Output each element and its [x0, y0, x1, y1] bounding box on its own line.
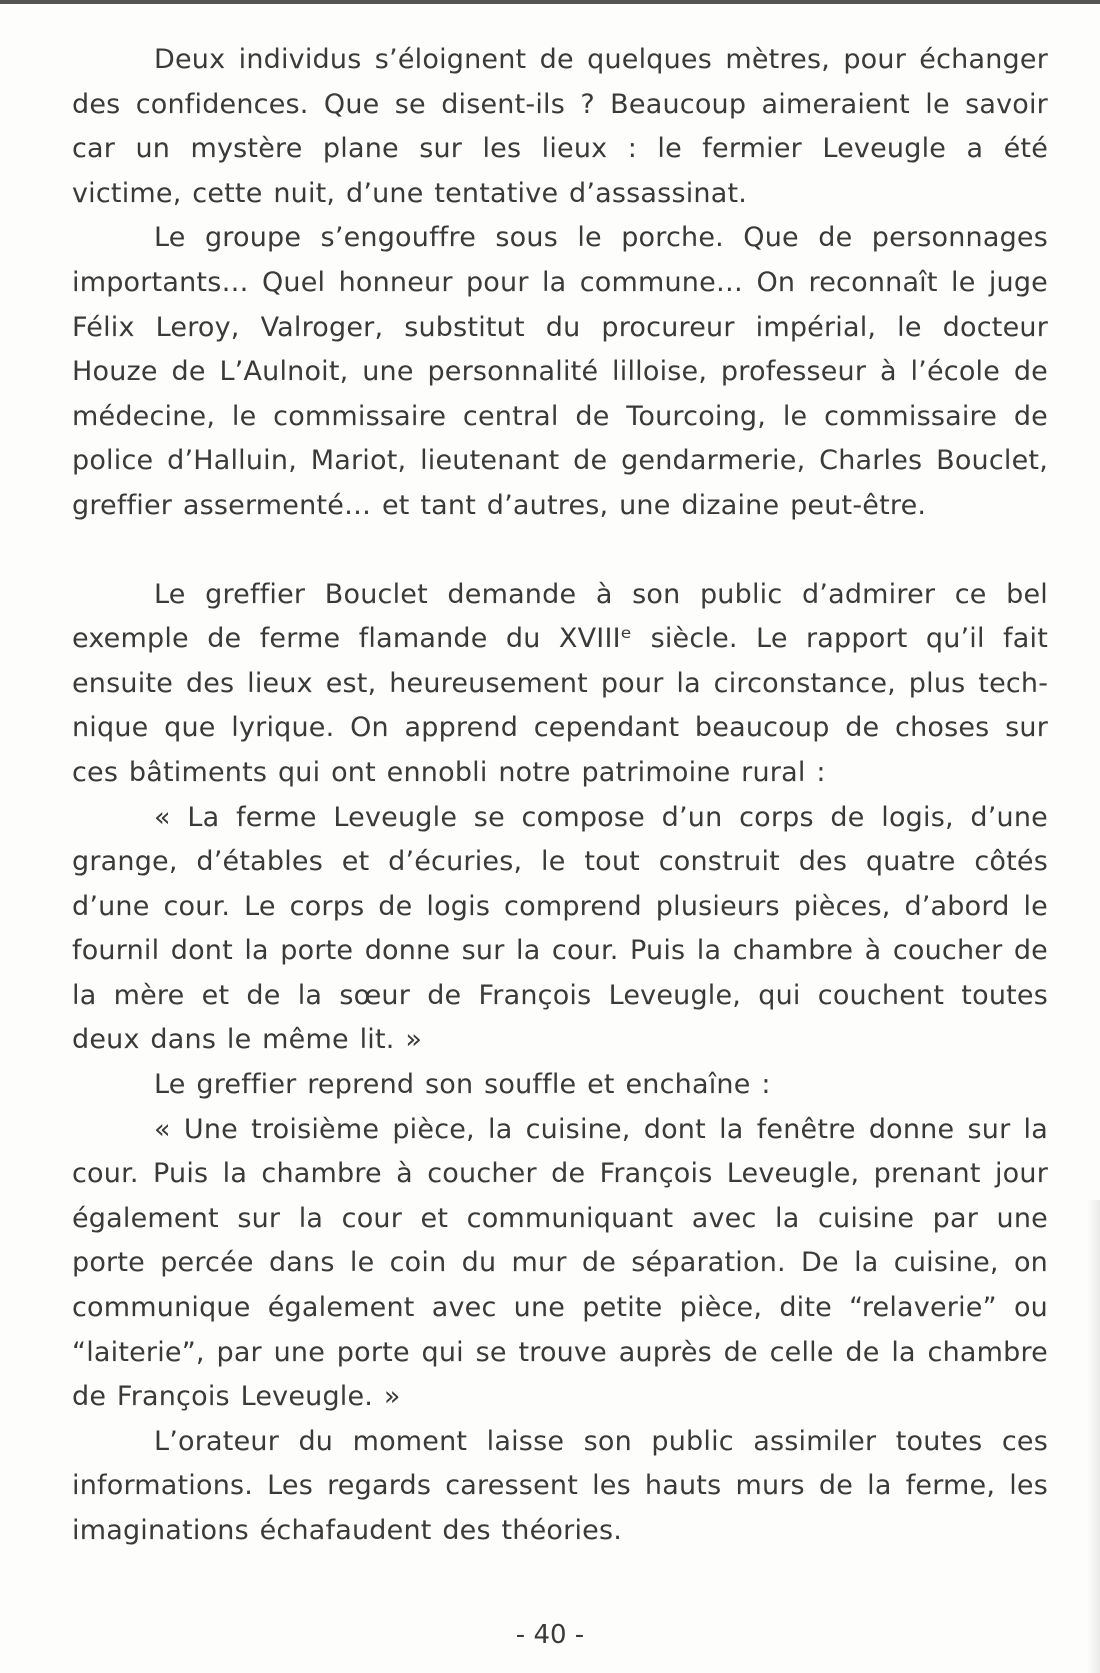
paragraph-porche: Le groupe s’engouffre sous le porche. Que de personnages importants… Quel honneur pour la commune… On reconnaît le juge Félix Leroy, Valroger, substitut du procureur impérial, le docteur Houze de L’Aulnoit, une personnalité lilloise, professeur à l’école de médecine, le commissaire central de Tourcoing, le commissaire de police d’Halluin, Mariot, lieutenant de gendarmerie, Charles Bouclet, greffier assermenté… et tant d’autres, une dizaine peut-être. — [72, 222, 1048, 521]
paragraph-quote-cuisine: « Une troisième pièce, la cuisine, dont la fenêtre donne sur la cour. Puis la chambre à coucher de François Leveugle, prenant jour également sur la cour et communiquant avec la cuisine par une porte percée dans le coin du mur de séparation. De la cuisine, on communique également avec une petite pièce, dite “relaverie” ou “laiterie”, par une porte qui se trouve auprès de celle de la chambre de François Leveugle. » — [72, 1113, 1048, 1413]
page-top-edge — [0, 0, 1100, 4]
paragraph-quote-ferme: « La ferme Leveugle se compose d’un corps de logis, d’une grange, d’étables et d’écuries, le tout construit des quatre côtés d’une cour. Le corps de logis comprend plusieurs pièces, d’abord le fournil dont la porte donne sur la cour. Puis la chambre à coucher de la mère et de la sœur de François Leveugle, qui couchent toutes deux dans le même lit. » — [72, 801, 1048, 1056]
paragraph-souffle: Le greffier reprend son souffle et enchaîne : — [154, 1069, 771, 1101]
page-number: - 40 - — [515, 1620, 585, 1650]
paragraph-greffier-rapport: Le greffier Bouclet demande à son public d’admirer ce bel exemple de ferme flamande du XVIIIᵉ siècle. Le rapport qu’il fait ensuite des lieux est, heureusement pour la circonstance, plus technique que lyrique. On apprend cependant beaucoup de choses sur ces bâtiments qui ont ennobli notre patrimoine rural : — [72, 578, 1048, 788]
section-break — [72, 529, 1048, 573]
paragraph-confidences: Deux individus s’éloignent de quelques mètres, pour échanger des confidences. Que se disent-ils ? Beaucoup aimeraient le savoir car un mystère plane sur les lieux : le fermier Leveugle a été victime, cette nuit, d’une tentative d’assassinat. — [72, 44, 1048, 209]
scan-edge-shadow — [1088, 1200, 1100, 1673]
paragraph-orateur: L’orateur du moment laisse son public assimiler toutes ces informations. Les regards caressent les hauts murs de la ferme, les imaginations échafaudent des théories. — [72, 1425, 1048, 1546]
page-body — [72, 38, 1048, 1554]
